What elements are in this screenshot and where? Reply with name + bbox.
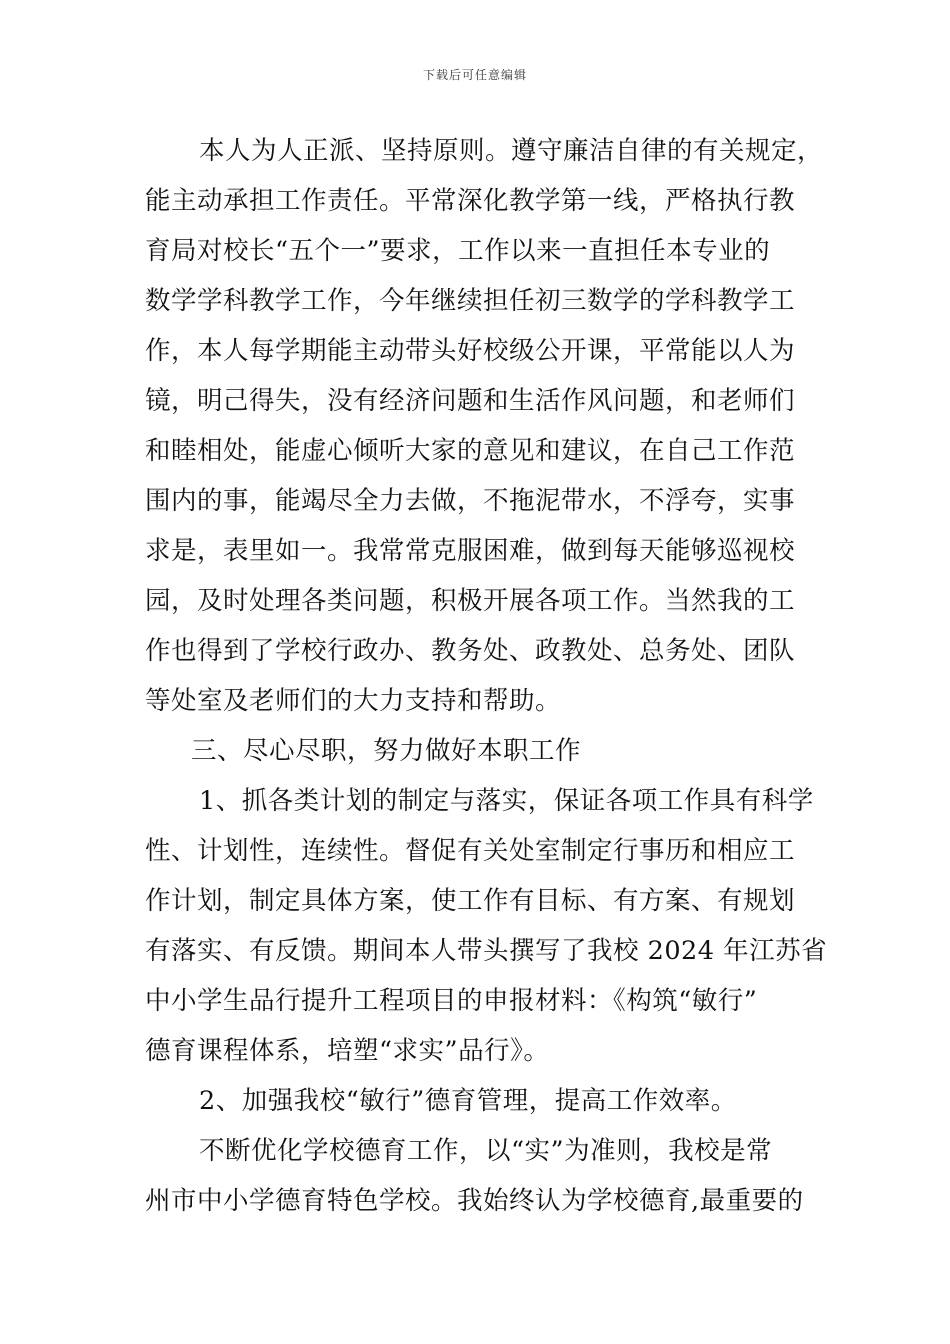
paragraph-line: 作，本人每学期能主动带头好校级公开课，平常能以人为 [145,336,796,366]
paragraph-line: 育局对校长“五个一”要求，工作以来一直担任本专业的 [145,236,771,266]
paragraph-line: 州市中小学德育特色学校。我始终认为学校德育,最重要的 [145,1186,804,1216]
paragraph-line: 不断优化学校德育工作，以“实”为准则，我校是常 [199,1136,773,1166]
document-body [145,126,828,1226]
paragraph-line: 园，及时处理各类问题，积极开展各项工作。当然我的工 [145,586,796,616]
paragraph-line: 1、抓各类计划的制定与落实，保证各项工作具有科学 [199,786,814,816]
paragraph-line: 性、计划性，连续性。督促有关处室制定行事历和相应工 [145,836,796,866]
paragraph-line: 求是，表里如一。我常常克服困难，做到每天能够巡视校 [145,536,796,566]
paragraph-line: 等处室及老师们的大力支持和帮助。 [145,686,562,716]
paragraph-line: 本人为人正派、坚持原则。遵守廉洁自律的有关规定， [199,136,824,166]
paragraph-line: 德育课程体系，培塑“求实”品行》。 [145,1036,550,1066]
paragraph-line: 镜，明己得失，没有经济问题和生活作风问题，和老师们 [145,386,796,416]
paragraph-line: 数学学科教学工作，今年继续担任初三数学的学科教学工 [145,286,796,316]
paragraph-line: 中小学生品行提升工程项目的申报材料：《构筑“敏行” [145,986,758,1016]
section-heading: 三、尽心尽职，努力做好本职工作 [191,736,582,766]
paragraph-line: 能主动承担工作责任。平常深化教学第一线，严格执行教 [145,186,796,216]
header-note: 下载后可任意编辑 [422,68,527,82]
paragraph-line: 有落实、有反馈。期间本人带头撰写了我校 2024 年江苏省 [145,936,828,966]
paragraph-line: 作计划，制定具体方案，使工作有目标、有方案、有规划 [145,886,796,916]
paragraph-line: 和睦相处，能虚心倾听大家的意见和建议，在自己工作范 [145,436,796,466]
paragraph-line: 作也得到了学校行政办、教务处、政教处、总务处、团队 [145,636,796,666]
subsection-heading: 2、加强我校“敏行”德育管理，提高工作效率。 [199,1086,737,1116]
paragraph-line: 围内的事，能竭尽全力去做，不拖泥带水，不浮夸，实事 [145,486,796,516]
